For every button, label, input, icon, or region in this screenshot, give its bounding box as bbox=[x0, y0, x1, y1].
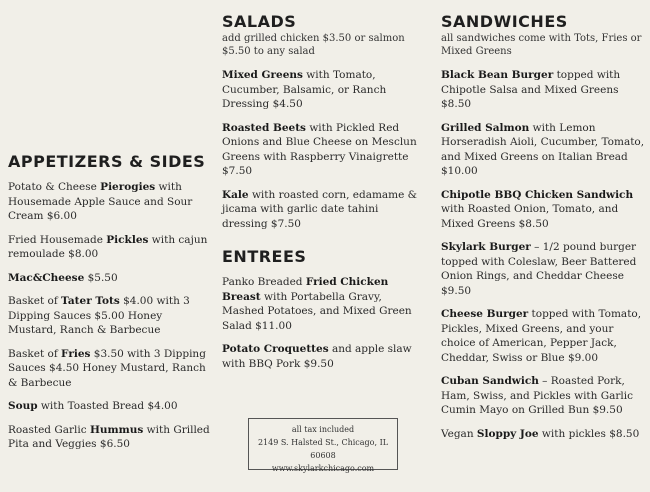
tax-note: all tax included bbox=[291, 425, 355, 434]
menu-item: Basket of Tater Tots $4.00 with 3 Dipping Sauces $5.00 Honey Mustard, Ranch & Barbecue bbox=[8, 295, 190, 336]
entrees-title: ENTREES bbox=[222, 247, 307, 266]
menu-item: Roasted Garlic Hummus with Grilled Pita and Veggies $6.50 bbox=[8, 423, 210, 450]
sandwiches-note: all sandwiches come with Tots, Fries or Mixed Greens bbox=[441, 33, 642, 57]
menu-item: Cuban Sandwich – Roasted Pork, Ham, Swiss, and Pickles with Garlic Cumin Mayo on Grilled Bun $9.50 bbox=[441, 375, 634, 416]
menu-item: Mac&Cheese $5.50 bbox=[8, 271, 118, 284]
appetizers-column bbox=[8, 0, 213, 452]
menu-item: Grilled Salmon with Lemon Horseradish Aioli, Cucumber, Tomato, and Mixed Greens on Italian Bread $10.00 bbox=[441, 121, 645, 177]
menu-item: Potato & Cheese Pierogies with Housemade Apple Sauce and Sour Cream $6.00 bbox=[8, 181, 193, 222]
menu-item: Kale with roasted corn, edamame & jicama with garlic date tahini dressing $7.50 bbox=[222, 188, 418, 230]
info-box bbox=[248, 418, 398, 473]
menu-item: Black Bean Burger topped with Chipotle Salsa and Mixed Greens $8.50 bbox=[441, 69, 621, 110]
menu-item: Potato Croquettes and apple slaw with BBQ Pork $9.50 bbox=[222, 343, 412, 370]
website: www.skylarkchicago.com bbox=[271, 464, 375, 473]
menu-item: Vegan Sloppy Joe with pickles $8.50 bbox=[441, 427, 640, 440]
salads-title: SALADS bbox=[222, 12, 297, 31]
menu-item: Roasted Beets with Pickled Red Onions and Blue Cheese on Mesclun Greens with Raspberry Vinaigrette $7.50 bbox=[222, 121, 417, 177]
sandwiches-title: SANDWICHES bbox=[441, 12, 568, 31]
appetizers-title: APPETIZERS & SIDES bbox=[8, 152, 206, 171]
salads-note: add grilled chicken $3.50 or salmon $5.50 to any salad bbox=[222, 33, 405, 57]
sandwiches-column bbox=[441, 0, 646, 441]
menu-item: Basket of Fries $3.50 with 3 Dipping Sauces $4.50 Honey Mustard, Ranch & Barbecue bbox=[8, 347, 206, 389]
menu-item: Chipotle BBQ Chicken Sandwich with Roasted Onion, Tomato, and Mixed Greens $8.50 bbox=[441, 188, 634, 230]
menu-item: Cheese Burger topped with Tomato, Pickles, Mixed Greens, and your choice of American, Pepper Jack, Cheddar, Swiss or Blue $9.00 bbox=[441, 308, 642, 364]
menu-item: Fried Housemade Pickles with cajun remoulade $8.00 bbox=[8, 233, 208, 260]
menu-item: Panko Breaded Fried Chicken Breast with Portabella Gravy, Mashed Potatoes, and Mixed Green Salad $11.00 bbox=[222, 276, 412, 332]
menu-item: Soup with Toasted Bread $4.00 bbox=[8, 400, 178, 412]
menu-item: Skylark Burger – 1/2 pound burger topped with Coleslaw, Beer Battered Onion Rings, and Cheddar Cheese $9.50 bbox=[441, 241, 637, 297]
salads-entrees-column bbox=[222, 0, 422, 371]
menu-item: Mixed Greens with Tomato, Cucumber, Balsamic, or Ranch Dressing $4.50 bbox=[222, 69, 387, 110]
address: 2149 S. Halsted St., Chicago, IL 60608 bbox=[257, 438, 389, 460]
